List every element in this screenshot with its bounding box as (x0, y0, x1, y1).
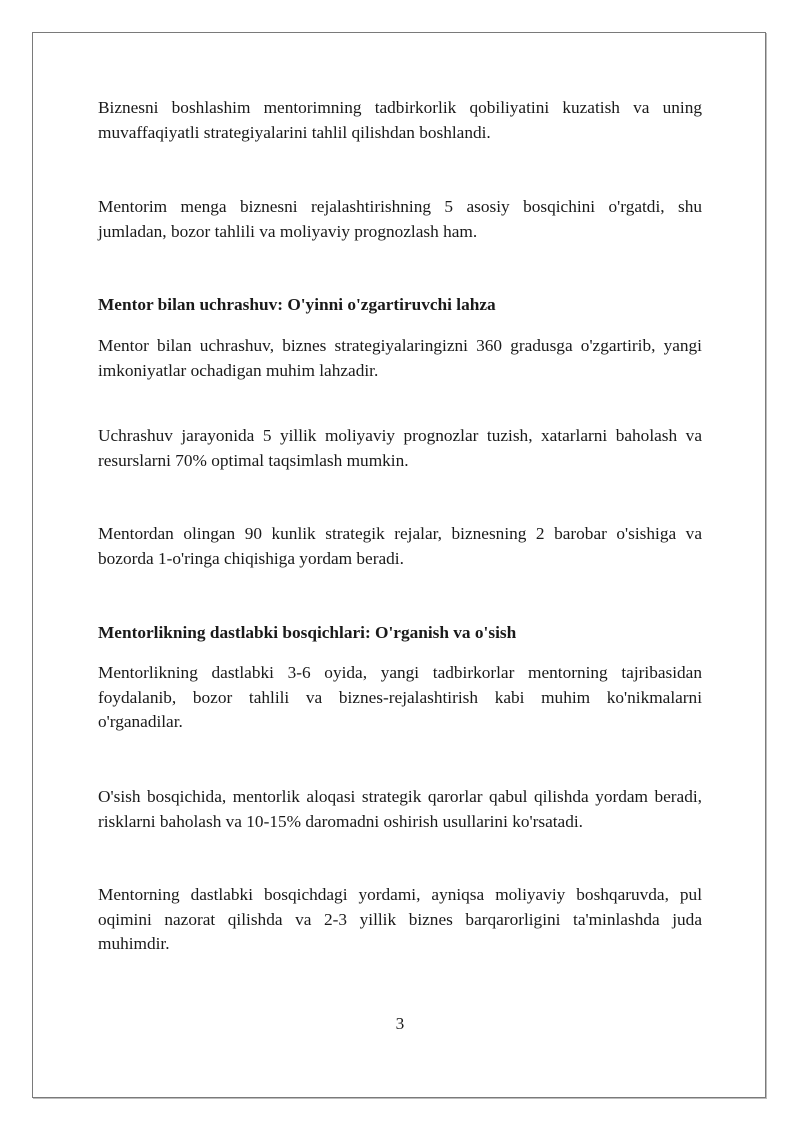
paragraph-text: Mentordan olingan 90 kunlik strategik rejalar, biznesning 2 barobar o'sishiga va bozorda 1-o'ringa chiqishiga yordam beradi. (98, 524, 702, 568)
paragraph (98, 522, 702, 571)
heading-text: Mentorlikning dastlabki bosqichlari: O'rganish va o'sish (98, 623, 517, 642)
paragraph (98, 334, 702, 383)
paragraph-text: Mentorlikning dastlabki 3-6 oyida, yangi tadbirkorlar mentorning tajribasidan foydalanib, bozor tahlili va biznes-rejalashtirish kabi muhim ko'nikmalarni o'rganadilar. (98, 663, 702, 731)
section-heading (98, 621, 702, 646)
paragraph (98, 785, 702, 834)
paragraph (98, 661, 702, 735)
paragraph (98, 195, 702, 244)
paragraph-text: Biznesni boshlashim mentorimning tadbirkorlik qobiliyatini kuzatish va uning muvaffaqiyatli strategiyalarini tahlil qilishdan boshlandi. (98, 98, 702, 142)
paragraph-text: Mentorim menga biznesni rejalashtirishning 5 asosiy bosqichini o'rgatdi, shu jumladan, bozor tahlili va moliyaviy prognozlash ham. (98, 197, 702, 241)
heading-text: Mentor bilan uchrashuv: O'yinni o'zgartiruvchi lahza (98, 295, 496, 314)
paragraph-text: Mentor bilan uchrashuv, biznes strategiyalaringizni 360 gradusga o'zgartirib, yangi imkoniyatlar ochadigan muhim lahzadir. (98, 336, 702, 380)
paragraph (98, 883, 702, 957)
paragraph-text: Uchrashuv jarayonida 5 yillik moliyaviy prognozlar tuzish, xatarlarni baholash va resurslarni 70% optimal taqsimlash mumkin. (98, 426, 702, 470)
section-heading (98, 293, 702, 318)
paragraph (98, 424, 702, 473)
paragraph-text: O'sish bosqichida, mentorlik aloqasi strategik qarorlar qabul qilishda yordam beradi, risklarni baholash va 10-15% daromadni oshirish usullarini ko'rsatadi. (98, 787, 702, 831)
page-number: 3 (395, 1014, 405, 1033)
paragraph-text: Mentorning dastlabki bosqichdagi yordami, ayniqsa moliyaviy boshqaruvda, pul oqimini nazorat qilishda va 2-3 yillik biznes barqarorligini ta'minlashda juda muhimdir. (98, 885, 702, 953)
paragraph (98, 96, 702, 145)
